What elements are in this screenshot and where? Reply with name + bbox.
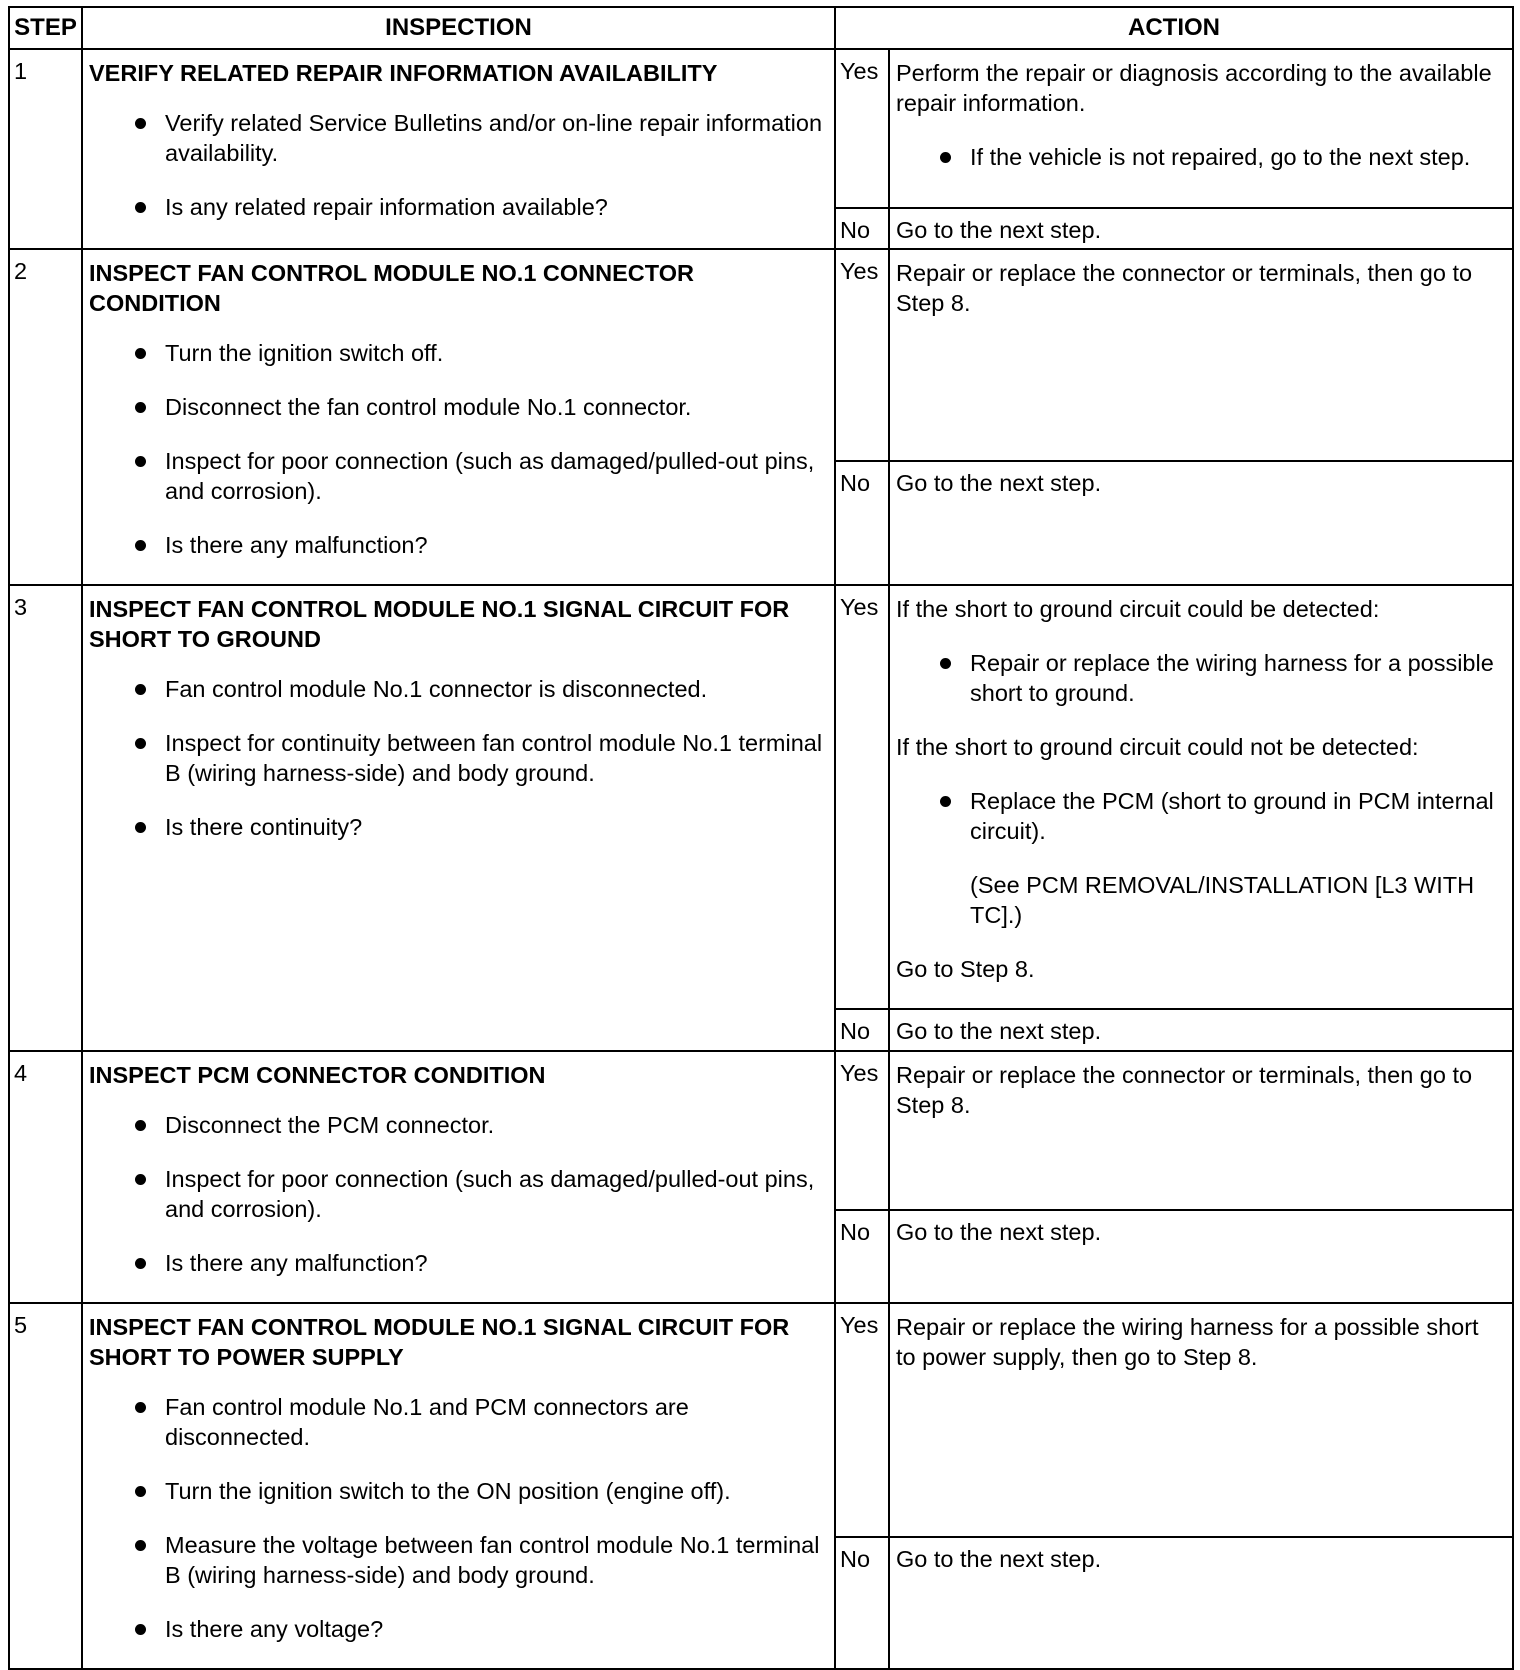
inspection-bullet: Inspect for continuity between fan control module No.1 terminal B (wiring harness-side) and body ground. (135, 728, 826, 788)
step-number: 2 (9, 249, 82, 585)
inspection-bullets (89, 1392, 826, 1644)
inspection-title: INSPECT PCM CONNECTOR CONDITION (89, 1062, 546, 1088)
action-text: Repair or replace the connector or terminals, then go to Step 8. (896, 260, 1473, 316)
action-text: Perform the repair or diagnosis according to the available repair information. (896, 60, 1492, 116)
yes-label: Yes (835, 1303, 889, 1537)
inspection-bullet: Disconnect the fan control module No.1 connector. (135, 392, 826, 422)
inspection-bullets (89, 338, 826, 560)
inspection-bullet: Is there any malfunction? (135, 1248, 826, 1278)
inspection-bullet: Inspect for poor connection (such as damaged/pulled-out pins, and corrosion). (135, 1164, 826, 1224)
action-text: If the short to ground circuit could be detected: (896, 596, 1380, 622)
yes-label: Yes (835, 249, 889, 461)
action-yes (889, 1051, 1513, 1210)
inspection-bullets (89, 674, 826, 842)
table-row (9, 249, 1513, 461)
inspection-title: VERIFY RELATED REPAIR INFORMATION AVAILABILITY (89, 60, 718, 86)
inspection-bullet: Inspect for poor connection (such as damaged/pulled-out pins, and corrosion). (135, 446, 826, 506)
step-number: 5 (9, 1303, 82, 1669)
no-label: No (835, 1009, 889, 1051)
table-row (9, 49, 1513, 208)
no-label: No (835, 208, 889, 249)
inspection-bullets (89, 1110, 826, 1278)
inspection-title: INSPECT FAN CONTROL MODULE NO.1 SIGNAL CIRCUIT FOR SHORT TO GROUND (89, 596, 790, 652)
table-row (9, 585, 1513, 1009)
action-no: Go to the next step. (889, 461, 1513, 585)
action-reference-note: (See PCM REMOVAL/INSTALLATION [L3 WITH TC].) (970, 872, 1475, 928)
table-header-row (9, 7, 1513, 49)
table-row (9, 1051, 1513, 1210)
inspection-bullets (89, 108, 826, 222)
action-no: Go to the next step. (889, 1210, 1513, 1303)
inspection-bullet: Is there any malfunction? (135, 530, 826, 560)
inspection-cell (82, 249, 835, 585)
inspection-cell (82, 49, 835, 249)
inspection-bullet: Turn the ignition switch to the ON position (engine off). (135, 1476, 826, 1506)
action-bullet: Repair or replace the wiring harness for a possible short to ground. (940, 648, 1504, 708)
inspection-bullet: Is there continuity? (135, 812, 826, 842)
inspection-cell (82, 1303, 835, 1669)
action-bullets (896, 648, 1504, 708)
inspection-bullet: Fan control module No.1 and PCM connectors are disconnected. (135, 1392, 826, 1452)
action-text: If the short to ground circuit could not be detected: (896, 734, 1419, 760)
step-number: 3 (9, 585, 82, 1051)
inspection-bullet: Turn the ignition switch off. (135, 338, 826, 368)
header-step: STEP (9, 7, 82, 49)
no-label: No (835, 1210, 889, 1303)
inspection-bullet: Disconnect the PCM connector. (135, 1110, 826, 1140)
table-row (9, 1303, 1513, 1537)
action-bullets (896, 786, 1504, 846)
no-label: No (835, 461, 889, 585)
inspection-bullet: Fan control module No.1 connector is disconnected. (135, 674, 826, 704)
inspection-bullet: Verify related Service Bulletins and/or on-line repair information availability. (135, 108, 826, 168)
no-label: No (835, 1537, 889, 1669)
step-number: 4 (9, 1051, 82, 1303)
action-text: Go to Step 8. (896, 956, 1035, 982)
inspection-bullet: Measure the voltage between fan control module No.1 terminal B (wiring harness-side) and body ground. (135, 1530, 826, 1590)
yes-label: Yes (835, 1051, 889, 1210)
inspection-cell (82, 585, 835, 1051)
diagnostic-table (8, 6, 1514, 1670)
action-no: Go to the next step. (889, 208, 1513, 249)
action-yes (889, 49, 1513, 208)
action-text: Repair or replace the wiring harness for a possible short to power supply, then go to Step 8. (896, 1314, 1479, 1370)
action-yes (889, 585, 1513, 1009)
action-no: Go to the next step. (889, 1009, 1513, 1051)
action-text: Repair or replace the connector or terminals, then go to Step 8. (896, 1062, 1473, 1118)
action-yes (889, 249, 1513, 461)
header-inspection: INSPECTION (82, 7, 835, 49)
inspection-title: INSPECT FAN CONTROL MODULE NO.1 SIGNAL CIRCUIT FOR SHORT TO POWER SUPPLY (89, 1314, 790, 1370)
action-bullet: Replace the PCM (short to ground in PCM internal circuit). (940, 786, 1504, 846)
step-number: 1 (9, 49, 82, 249)
inspection-bullet: Is any related repair information available? (135, 192, 826, 222)
inspection-bullet: Is there any voltage? (135, 1614, 826, 1644)
action-bullets (896, 142, 1504, 172)
inspection-title: INSPECT FAN CONTROL MODULE NO.1 CONNECTOR CONDITION (89, 260, 694, 316)
inspection-cell (82, 1051, 835, 1303)
yes-label: Yes (835, 585, 889, 1009)
action-no: Go to the next step. (889, 1537, 1513, 1669)
action-yes (889, 1303, 1513, 1537)
action-bullet: If the vehicle is not repaired, go to the next step. (940, 142, 1504, 172)
yes-label: Yes (835, 49, 889, 208)
header-action: ACTION (835, 7, 1513, 49)
